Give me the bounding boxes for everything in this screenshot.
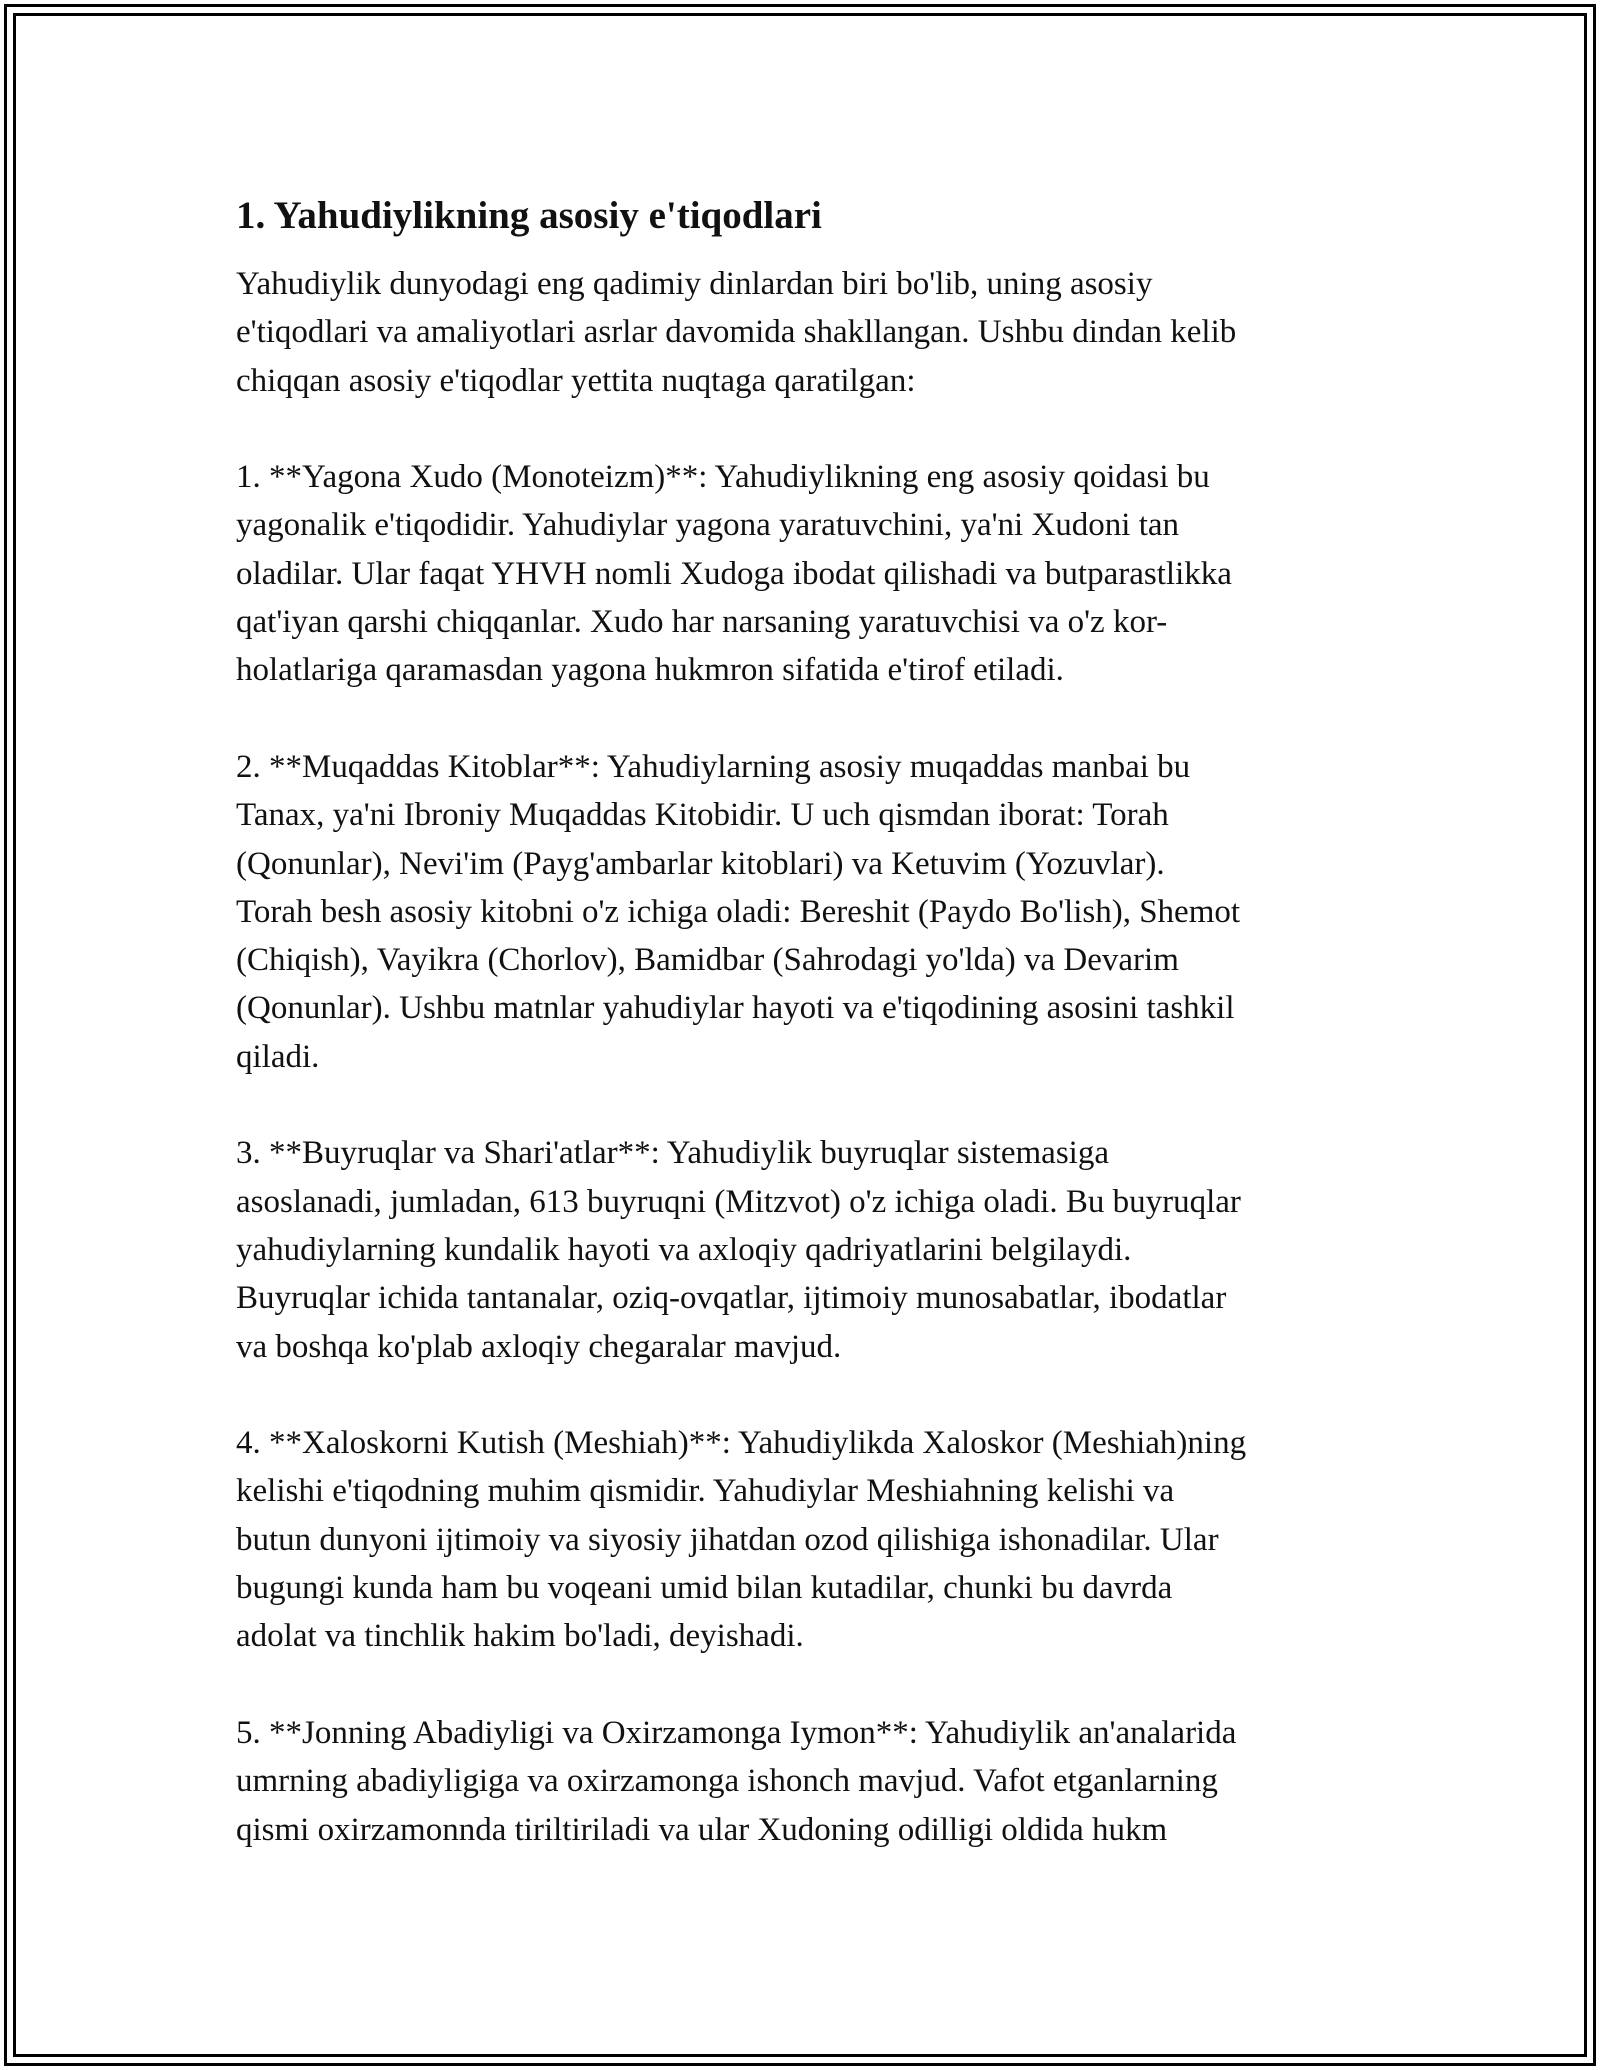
text-line: Buyruqlar ichida tantanalar, oziq-ovqatlar, ijtimoiy munosabatlar, ibodatlar (236, 1280, 1227, 1317)
text-line: bugungi kunda ham bu voqeani umid bilan kutadilar, chunki bu davrda (236, 1570, 1173, 1607)
text-line: 4. **Xaloskorni Kutish (Meshiah)**: Yahudiylikda Xaloskor (Meshiah)ning (236, 1425, 1247, 1462)
text-line: butun dunyoni ijtimoiy va siyosiy jihatdan ozod qilishiga ishonadilar. Ular (236, 1521, 1219, 1558)
text-line: holatlariga qaramasdan yagona hukmron sifatida e'tirof etiladi. (236, 652, 1064, 689)
list-item-monotheism (236, 453, 1366, 694)
text-line: e'tiqodlari va amaliyotlari asrlar davomida shakllangan. Ushbu dindan kelib (236, 314, 1237, 351)
text-line: chiqqan asosiy e'tiqodlar yettita nuqtaga qaratilgan: (236, 362, 916, 399)
text-line: asoslanadi, jumladan, 613 buyruqni (Mitzvot) o'z ichiga oladi. Bu buyruqlar (236, 1183, 1241, 1220)
text-line: 1. **Yagona Xudo (Monoteizm)**: Yahudiylikning eng asosiy qoidasi bu (236, 459, 1210, 496)
text-line: oladilar. Ular faqat YHVH nomli Xudoga ibodat qilishadi va butparastlikka (236, 555, 1232, 592)
text-line: qismi oxirzamonnda tiriltiriladi va ular Xudoning odilligi oldida hukm (236, 1811, 1168, 1848)
text-line: 5. **Jonning Abadiyligi va Oxirzamonga Iymon**: Yahudiylik an'analarida (236, 1714, 1237, 1751)
text-line: (Chiqish), Vayikra (Chorlov), Bamidbar (Sahrodagi yo'lda) va Devarim (236, 942, 1179, 979)
text-line: Tanax, ya'ni Ibroniy Muqaddas Kitobidir. U uch qismdan iborat: Torah (236, 797, 1169, 834)
text-line: Torah besh asosiy kitobni o'z ichiga oladi: Bereshit (Paydo Bo'lish), Shemot (236, 893, 1241, 930)
list-item-eternity (236, 1709, 1366, 1854)
list-item-commandments (236, 1129, 1366, 1370)
text-line: kelishi e'tiqodning muhim qismidir. Yahudiylar Meshiahning kelishi va (236, 1473, 1175, 1510)
text-line: (Qonunlar). Ushbu matnlar yahudiylar hayoti va e'tiqodining asosini tashkil (236, 990, 1235, 1027)
text-line: qat'iyan qarshi chiqqanlar. Xudo har narsaning yaratuvchisi va o'z kor- (236, 604, 1168, 641)
intro-paragraph (236, 260, 1366, 405)
text-line: Yahudiylik dunyodagi eng qadimiy dinlardan biri bo'lib, uning asosiy (236, 266, 1153, 302)
text-line: yahudiylarning kundalik hayoti va axloqiy qadriyatlarini belgilaydi. (236, 1231, 1132, 1268)
document-body (236, 192, 1366, 1902)
text-line: (Qonunlar), Nevi'im (Payg'ambarlar kitoblari) va Ketuvim (Yozuvlar). (236, 845, 1165, 882)
text-line: qiladi. (236, 1038, 320, 1075)
section-title: 1. Yahudiylikning asosiy e'tiqodlari (236, 194, 822, 237)
list-item-holy-books (236, 743, 1366, 1081)
text-line: adolat va tinchlik hakim bo'ladi, deyishadi. (236, 1618, 804, 1655)
text-line: yagonalik e'tiqodidir. Yahudiylar yagona yaratuvchini, ya'ni Xudoni tan (236, 507, 1180, 544)
text-line: umrning abadiyligiga va oxirzamonga ishonch mavjud. Vafot etganlarning (236, 1763, 1218, 1800)
text-line: 3. **Buyruqlar va Shari'atlar**: Yahudiylik buyruqlar sistemasiga (236, 1135, 1109, 1172)
list-item-messiah (236, 1419, 1366, 1660)
text-line: va boshqa ko'plab axloqiy chegaralar mavjud. (236, 1328, 842, 1365)
text-line: 2. **Muqaddas Kitoblar**: Yahudiylarning asosiy muqaddas manbai bu (236, 748, 1191, 785)
